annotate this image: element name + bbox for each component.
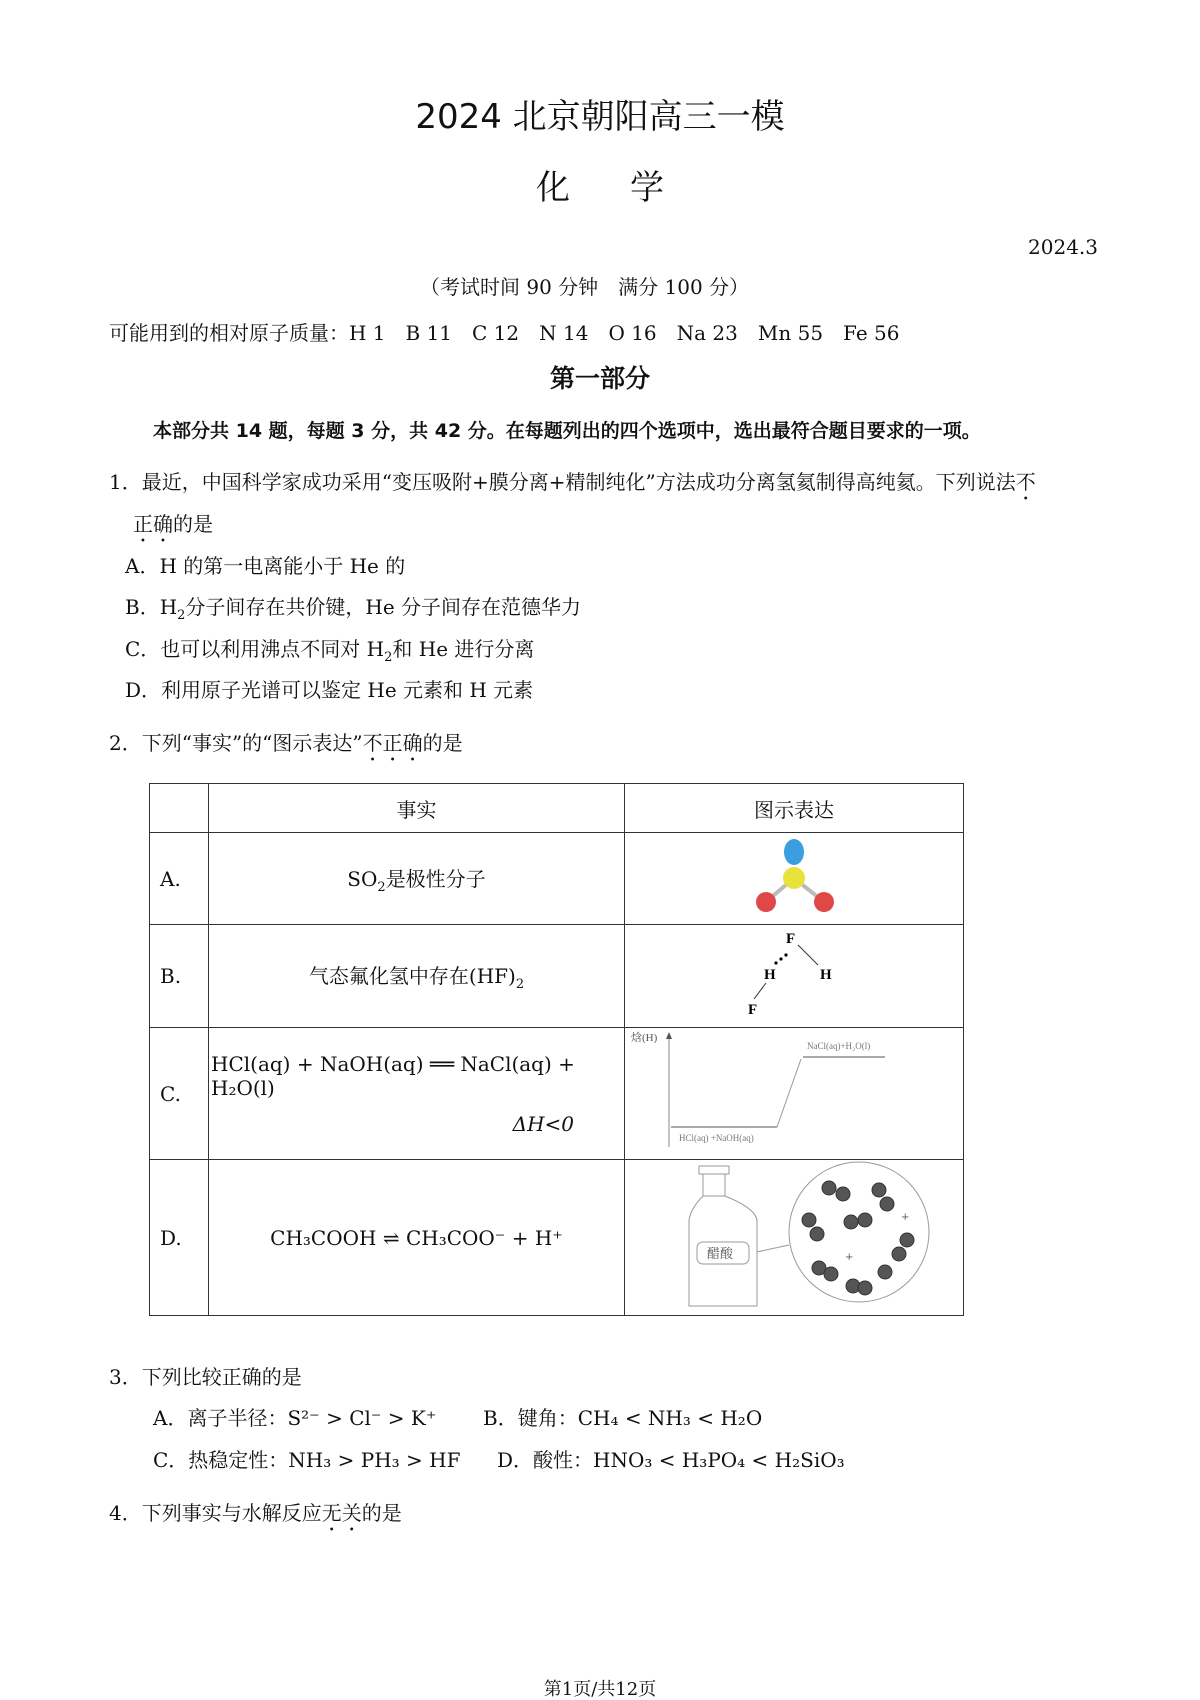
table-row: B. 气态氟化氢中存在$(HF)_2$ F H H F [150,925,964,1028]
q1-option-b: B．$H_2$分子间存在共价键，He 分子间存在范德华力 [125,595,582,623]
svg-text:H: H [764,966,776,983]
subject-title: 化学 [536,168,724,208]
atomic-masses: 可能用到的相对原子质量：H 1 B 11 C 12 N 14 O 16 Na 23 Mn 55 Fe 56 [109,321,900,345]
svg-text:NaCl(aq)+H₂O(l): NaCl(aq)+H₂O(l) [807,1040,871,1051]
part-instructions: 本部分共 14 题，每题 3 分，共 42 分。在每题列出的四个选项中，选出最符合题目要求的一项。 [153,420,981,442]
svg-text:焓(H): 焓(H) [631,1031,658,1044]
q2-stem: 2．下列“事实”的“图示表达”不正确的是 [109,731,463,755]
enthalpy-diagram [625,1028,964,1160]
q1-option-a: A．H 的第一电离能小于 He 的 [125,554,406,578]
q3-option-d: D．酸性：HNO₃ < H₃PO₄ < H₂SiO₃ [497,1448,845,1472]
q1-stem-cont: 正确的是 [133,512,213,536]
fact-d: CH₃COOH ⇌ CH₃COO⁻ + H⁺ [209,1160,625,1316]
fact-a: $SO_2$是极性分子 [209,833,625,925]
svg-text:H: H [820,966,832,983]
q3-option-c: C．热稳定性：NH₃ > PH₃ > HF [153,1448,461,1472]
hf-dimer-figure [625,925,964,1028]
fact-c: HCl(aq) + NaOH(aq) ══ NaCl(aq) + H₂O(l) ΔH<0 [209,1028,625,1160]
svg-text:+: + [901,1212,910,1223]
svg-text:+: + [845,1252,854,1263]
fact-b: 气态氟化氢中存在$(HF)_2$ [209,925,625,1028]
svg-text:F: F [786,930,796,947]
svg-text:醋酸: 醋酸 [707,1247,734,1262]
table-row: D. CH₃COOH ⇌ CH₃COO⁻ + H⁺ 醋酸 + + [150,1160,964,1316]
table-row: A. $SO_2$是极性分子 [150,833,964,925]
exam-date: 2024.3 [1028,235,1098,259]
q1-option-c: C．也可以利用沸点不同对 $H_2$和 He 进行分离 [125,637,535,665]
exam-info: （考试时间 90 分钟 满分 100 分） [420,275,750,299]
table-row: C. HCl(aq) + NaOH(aq) ══ NaCl(aq) + H₂O(l) ΔH<0 焓(H) NaCl(aq)+H₂O(l) HCl(aq) +NaOH(aq) [150,1028,964,1160]
page-footer: 第1页/共12页 [543,1679,657,1700]
q1-option-d: D．利用原子光谱可以鉴定 He 元素和 H 元素 [125,678,534,702]
acetic-acid-figure [625,1160,964,1316]
q3-stem: 3．下列比较正确的是 [109,1365,302,1389]
q2-table [149,783,964,1316]
q3-option-a: A．离子半径：S²⁻ > Cl⁻ > K⁺ [153,1406,437,1430]
so2-molecule-figure [625,833,964,925]
part-title: 第一部分 [549,364,650,393]
exam-title: 2024 北京朝阳高三一模 [415,97,785,137]
q1-stem: 1．最近，中国科学家成功采用“变压吸附+膜分离+精制纯化”方法成功分离氢氦制得高纯氦。下列说法不 [109,470,1036,494]
svg-text:HCl(aq) +NaOH(aq): HCl(aq) +NaOH(aq) [679,1132,754,1143]
svg-text:F: F [748,1001,758,1018]
q3-option-b: B．键角：CH₄ < NH₃ < H₂O [483,1406,763,1430]
col-header-figure: 图示表达 [625,784,964,833]
q4-stem: 4．下列事实与水解反应无关的是 [109,1501,402,1525]
col-header-fact: 事实 [209,784,625,833]
